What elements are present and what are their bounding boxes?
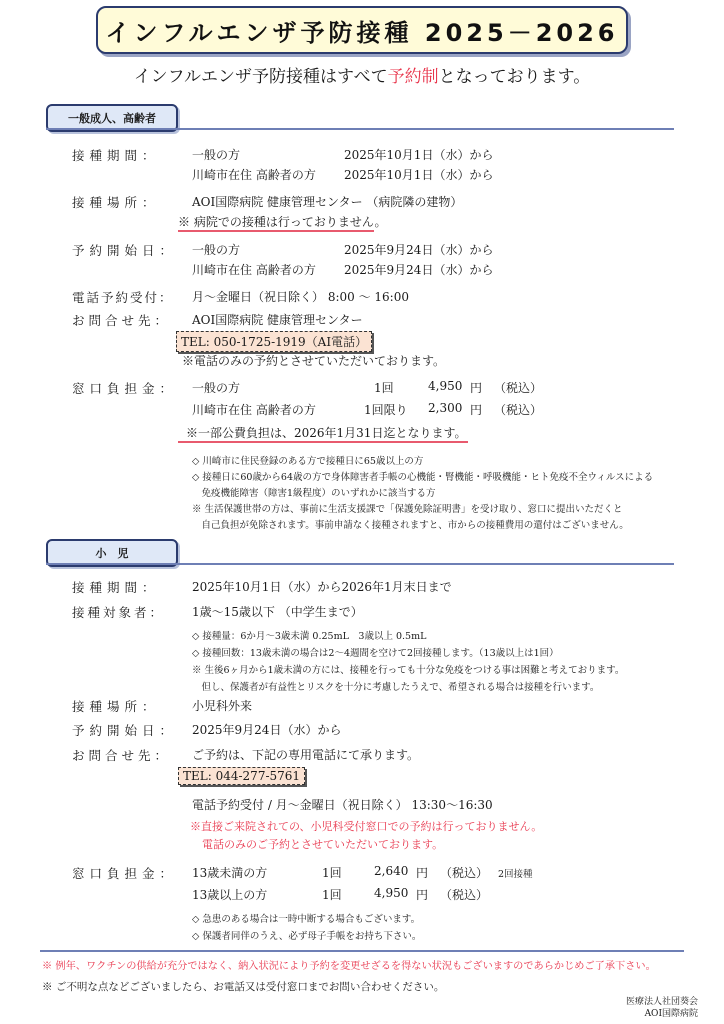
child-fee-count-2: 1回 — [322, 888, 342, 902]
child-fee-note-1: ◇ 急患のある場合は一時中断する場合もございます。 — [192, 914, 421, 925]
child-fee-unit-1: 円 — [416, 866, 429, 880]
adult-fee-price-2: 2,300 — [428, 401, 463, 415]
child-fee-price-2: 4,950 — [374, 886, 409, 900]
footer-hospital-name: AOI国際病院 — [644, 1009, 698, 1019]
footer-contact-note: ※ ご不明な点などございましたら、お電話又は受付窓口までお問い合わせください。 — [42, 981, 445, 993]
child-place-label: 接種場所： — [72, 699, 160, 714]
child-period-label: 接種期間： — [72, 580, 160, 595]
title-banner — [96, 6, 628, 54]
footer-supply-warning: ※ 例年、ワクチンの供給が充分ではなく、納入状況により予約を変更せざるを得ない状況もございますのであらかじめご了承下さい。 — [42, 961, 656, 972]
child-note-4: 但し、保護者が有益性とリスクを十分に考慮したうえで、希望される場合は接種を行います。 — [192, 682, 600, 693]
adult-reserve-value-1: 2025年9月24日（水）から — [344, 243, 494, 257]
child-contact-label: お問合せ先： — [72, 748, 172, 763]
adult-fee-tax-2: （税込） — [494, 403, 543, 417]
child-reserve-value: 2025年9月24日（水）から — [192, 723, 342, 737]
adult-fee-label: 窓口負担金： — [72, 381, 178, 396]
adult-place-note: ※ 病院での接種は行っておりません。 — [178, 215, 387, 229]
subtitle-post: となっております。 — [438, 67, 591, 87]
child-note-2: ◇ 接種回数：13歳未満の場合は2～4週間を空けて2回接種します。（13歳以上は1回） — [192, 648, 559, 659]
adult-period-label: 接種期間： — [72, 148, 160, 163]
adult-phone-hours-label: 電話予約受付： — [72, 290, 174, 305]
child-period-value: 2025年10月1日（水）から2026年1月末日まで — [192, 580, 452, 594]
adult-note-5: 自己負担が免除されます。事前申請なく接種されますと、市からの接種費用の還付はございません。 — [192, 520, 629, 531]
adult-fee-count-1: 1回 — [374, 381, 394, 395]
adult-contact-label: お問合せ先： — [72, 313, 172, 328]
adult-phone-hours-value: 月～金曜日（祝日除く） 8:00 ～ 16:00 — [192, 290, 409, 304]
adult-period-value-1: 2025年10月1日（水）から — [344, 148, 494, 162]
adult-place-label: 接種場所： — [72, 195, 160, 210]
adult-fee-underline — [178, 441, 468, 443]
subtitle-pre: インフルエンザ予防接種はすべて — [133, 67, 388, 87]
section-divider — [46, 563, 674, 565]
footer-divider — [40, 950, 684, 952]
adult-fee-unit-2: 円 — [470, 403, 483, 417]
child-target-label: 接種対象者： — [72, 605, 166, 620]
page-title: インフルエンザ予防接種 2025－2026 — [105, 18, 619, 47]
child-tel-number[interactable]: TEL: 044-277-5761 — [178, 767, 305, 785]
child-warning-1: ※直接ご来院されての、小児科受付窓口での予約は行っておりません。 — [190, 820, 543, 833]
adult-reserve-who-1: 一般の方 — [192, 243, 241, 257]
adult-period-value-2: 2025年10月1日（水）から — [344, 168, 494, 182]
adult-note-4: ※ 生活保護世帯の方は、事前に生活支援課で「保護免除証明書」を受け取り、窓口に提出いただくと — [192, 504, 623, 515]
subtitle — [0, 62, 724, 87]
subtitle-emphasis: 予約制 — [387, 67, 439, 87]
adult-fee-note: ※一部公費負担は、2026年1月31日迄となります。 — [186, 426, 467, 440]
adult-place-value: AOI国際病院 健康管理センター （病院隣の建物） — [192, 195, 463, 209]
child-fee-price-1: 2,640 — [374, 864, 409, 878]
child-fee-extra-1: 2回接種 — [498, 869, 533, 880]
section-tab-child-label: 小 児 — [95, 547, 129, 560]
child-fee-unit-2: 円 — [416, 888, 429, 902]
child-fee-note-2: ◇ 保護者同伴のうえ、必ず母子手帳をお持ち下さい。 — [192, 931, 422, 942]
section-divider — [46, 128, 674, 130]
adult-reserve-who-2: 川崎市在住 高齢者の方 — [192, 263, 316, 277]
adult-fee-unit-1: 円 — [470, 381, 483, 395]
adult-place-underline — [178, 230, 374, 232]
child-fee-who-1: 13歳未満の方 — [192, 866, 268, 880]
adult-tel-number[interactable]: TEL: 050-1725-1919（AI電話） — [176, 331, 372, 352]
footer-org-name: 医療法人社団葵会 — [625, 997, 698, 1007]
adult-note-2: ◇ 接種日に60歳から64歳の方で身体障害者手帳の心機能・腎機能・呼吸機能・ヒト免疫不全ウィルスによる — [192, 472, 654, 483]
child-fee-who-2: 13歳以上の方 — [192, 888, 268, 902]
child-contact-value: ご予約は、下記の専用電話にて承ります。 — [192, 748, 420, 762]
adult-note-3: 免疫機能障害（障害1級程度）のいずれかに該当する方 — [192, 488, 436, 499]
child-fee-count-1: 1回 — [322, 866, 342, 880]
adult-period-who-2: 川崎市在住 高齢者の方 — [192, 168, 316, 182]
adult-fee-who-2: 川崎市在住 高齢者の方 — [192, 403, 316, 417]
child-warning-2: 電話のみのご予約とさせていただいております。 — [202, 838, 444, 851]
child-note-1: ◇ 接種量：6か月～3歳未満 0.25mL 3歳以上 0.5mL — [192, 631, 427, 642]
adult-contact-value: AOI国際病院 健康管理センター — [192, 313, 363, 327]
adult-fee-who-1: 一般の方 — [192, 381, 241, 395]
adult-fee-count-2: 1回限り — [364, 403, 408, 417]
child-fee-tax-1: （税込） — [440, 866, 489, 880]
child-fee-label: 窓口負担金： — [72, 866, 178, 881]
adult-fee-price-1: 4,950 — [428, 379, 463, 393]
child-fee-tax-2: （税込） — [440, 888, 489, 902]
child-phone-hours: 電話予約受付 / 月～金曜日（祝日除く） 13:30～16:30 — [192, 798, 493, 812]
adult-reserve-value-2: 2025年9月24日（水）から — [344, 263, 494, 277]
child-place-value: 小児科外来 — [192, 699, 253, 713]
adult-note-1: ◇ 川崎市に住民登録のある方で接種日に65歳以上の方 — [192, 456, 424, 467]
child-target-value: 1歳～15歳以下 （中学生まで） — [192, 605, 363, 619]
child-note-3: ※ 生後6ヶ月から1歳未満の方には、接種を行っても十分な免疫をつける事は困難と考えております。 — [192, 665, 625, 676]
adult-reserve-label: 予約開始日： — [72, 243, 178, 258]
section-tab-adult-label: 一般成人、高齢者 — [68, 112, 156, 125]
child-reserve-label: 予約開始日： — [72, 723, 178, 738]
adult-fee-tax-1: （税込） — [494, 381, 543, 395]
adult-period-who-1: 一般の方 — [192, 148, 241, 162]
adult-contact-note: ※電話のみの予約とさせていただいております。 — [182, 354, 446, 368]
